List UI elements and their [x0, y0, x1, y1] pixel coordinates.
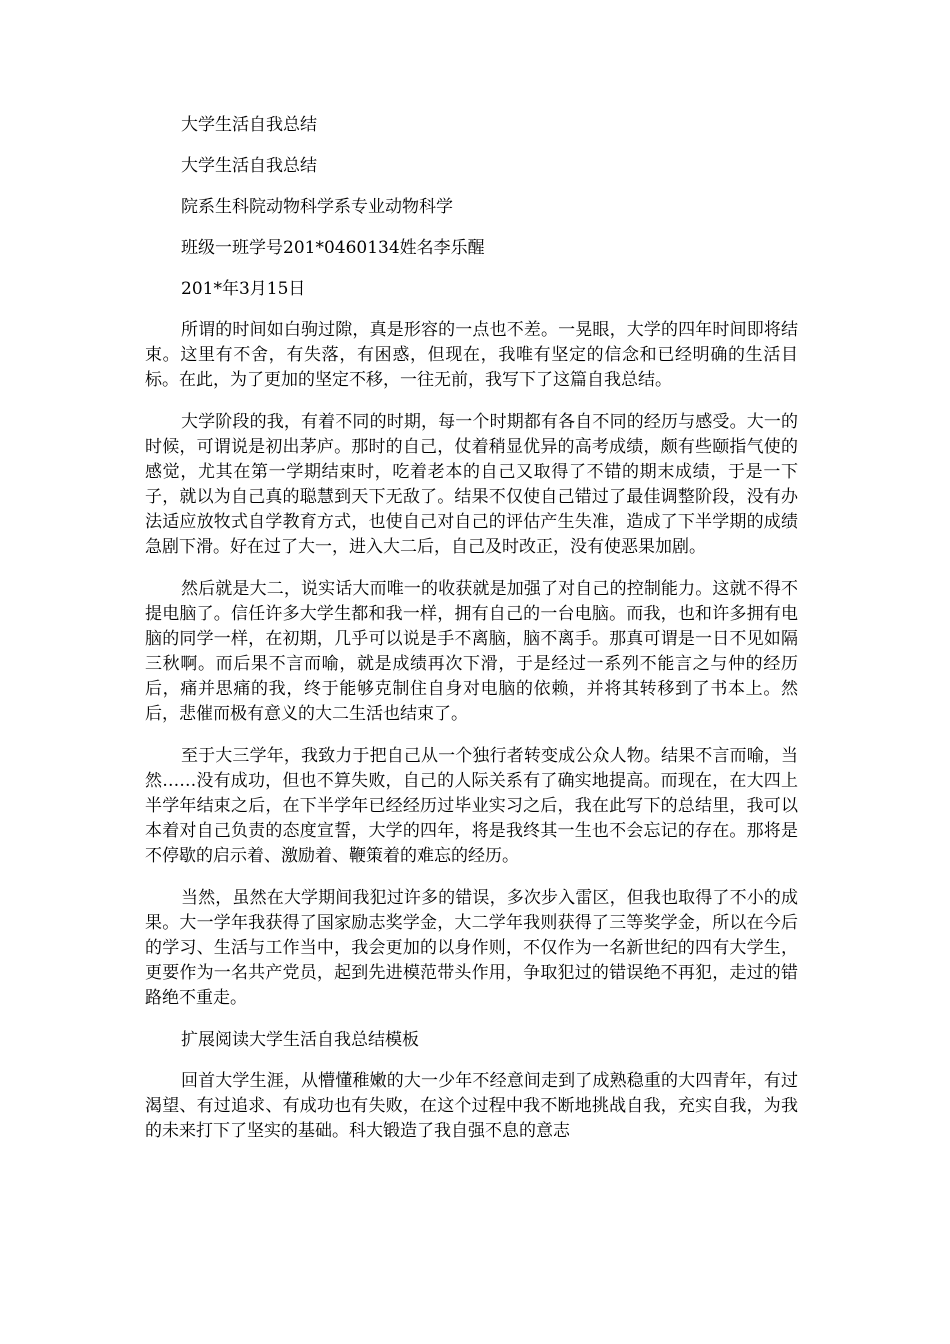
- document-subtitle: 大学生活自我总结: [181, 156, 317, 176]
- body-paragraph-1: 所谓的时间如白驹过隙，真是形容的一点也不差。一晃眼，大学的四年时间即将结束。这里有不舍，有失落，有困惑，但现在，我唯有坚定的信念和已经明确的生活目标。在此，为了更加的坚定不移，一往无前，我写下了这篇自我总结。: [145, 320, 798, 390]
- body-paragraph-4: 至于大三学年，我致力于把自己从一个独行者转变成公众人物。结果不言而喻，当然……没有成功，但也不算失败，自己的人际关系有了确实地提高。而现在，在大四上半学年结束之后，在下半学年已经经历过毕业实习之后，我在此写下的总结里，我可以本着对自己负责的态度宣誓，大学的四年，将是我终其一生也不会忘记的存在。那将是不停歇的启示着、激励着、鞭策着的难忘的经历。: [145, 746, 798, 866]
- department-line: 院系生科院动物科学系专业动物科学: [181, 197, 453, 217]
- body-paragraph-3: 然后就是大二，说实话大而唯一的收获就是加强了对自己的控制能力。这就不得不提电脑了。信任许多大学生都和我一样，拥有自己的一台电脑。而我，也和许多拥有电脑的同学一样，在初期，几乎可以说是手不离脑，脑不离手。那真可谓是一日不见如隔三秋啊。而后果不言而喻，就是成绩再次下滑，于是经过一系列不能言之与仲的经历后，痛并思痛的我，终于能够克制住自身对电脑的依赖，并将其转移到了书本上。然后，悲催而极有意义的大二生活也结束了。: [145, 579, 798, 724]
- document-page: [145, 113, 798, 1161]
- extended-paragraph: 回首大学生涯，从懵懂稚嫩的大一少年不经意间走到了成熟稳重的大四青年，有过渴望、有过追求、有成功也有失败，在这个过程中我不断地挑战自我，充实自我，为我的未来打下了坚实的基础。科大锻造了我自强不息的意志: [145, 1071, 798, 1141]
- document-title: 大学生活自我总结: [181, 115, 317, 135]
- body-paragraph-2: 大学阶段的我，有着不同的时期，每一个时期都有各自不同的经历与感受。大一的时候，可谓说是初出茅庐。那时的自己，仗着稍显优异的高考成绩，颇有些颐指气使的感觉，尤其在第一学期结束时，吃着老本的自己又取得了不错的期末成绩，于是一下子，就以为自己真的聪慧到天下无敌了。结果不仅使自己错过了最佳调整阶段，没有办法适应放牧式自学教育方式，也使自己对自己的评估产生失准，造成了下半学期的成绩急剧下滑。好在过了大一，进入大二后，自己及时改正，没有使恶果加剧。: [145, 412, 798, 557]
- extended-reading-heading: 扩展阅读大学生活自我总结模板: [181, 1030, 419, 1050]
- date-line: 201*年3月15日: [181, 279, 306, 299]
- body-paragraph-5: 当然，虽然在大学期间我犯过许多的错误，多次步入雷区，但我也取得了不小的成果。大一学年我获得了国家励志奖学金，大二学年我则获得了三等奖学金，所以在今后的学习、生活与工作当中，我会更加的以身作则，不仅作为一名新世纪的四有大学生，更要作为一名共产党员，起到先进模范带头作用，争取犯过的错误绝不再犯，走过的错路绝不重走。: [145, 888, 798, 1008]
- student-info-line: 班级一班学号201*0460134姓名李乐醒: [181, 238, 485, 258]
